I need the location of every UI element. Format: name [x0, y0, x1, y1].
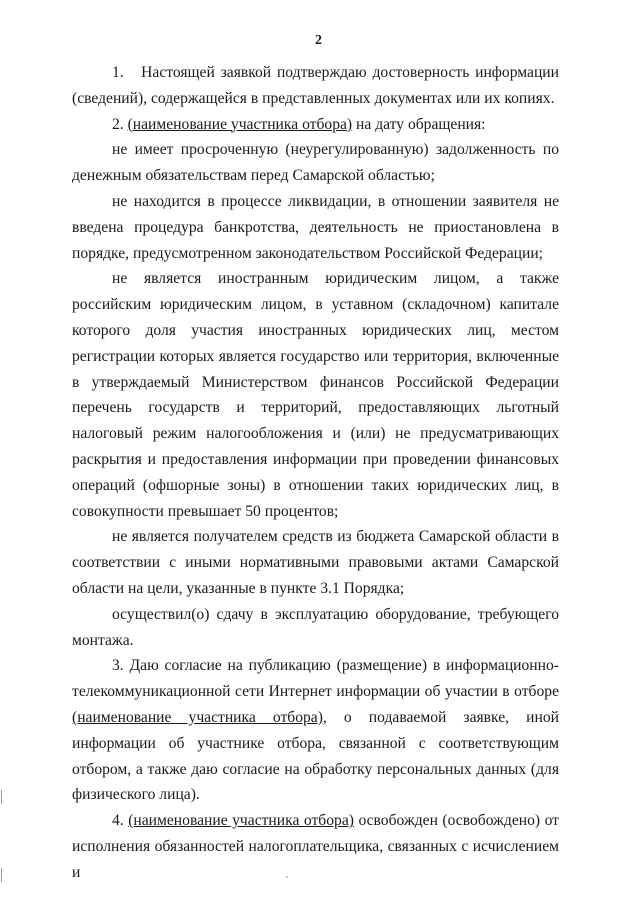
paragraph-debt: не имеет просроченную (неурегулированную) задолженность по денежным обязательствам перед Самарской областью;	[72, 141, 559, 185]
paragraph-2	[72, 112, 559, 138]
paragraph-budget: не является получателем средств из бюджета Самарской области в соответствии с иными нормативными правовыми актами Самарской области на цели, указанные в пункте 3.1 Порядка;	[72, 528, 559, 597]
paragraph-4-prefix: 4.	[112, 812, 129, 830]
paragraph-3-suffix: , о подаваемой заявке, иной информации об участнике отбора, связанной с соответствующим отбором, а также даю согласие на обработку персональных данных (для физического лица).	[72, 708, 559, 804]
participant-name-placeholder: (наименование участника отбора)	[127, 115, 353, 133]
paragraph-equipment: осуществил(о) сдачу в эксплуатацию оборудование, требующего монтажа.	[72, 605, 559, 649]
paragraph-1: 1. Настоящей заявкой подтверждаю достоверность информации (сведений), содержащейся в представленных документах или их копиях.	[72, 64, 559, 107]
paragraph-2-prefix: 2.	[112, 115, 128, 133]
paragraph-4-suffix: освобожден (освобождено) от исполнения обязанностей налогоплательщика, связанных с исчислением и	[72, 812, 559, 881]
scan-margin-mark	[1, 868, 5, 882]
page-number: 2	[315, 33, 322, 48]
scan-speck	[286, 876, 288, 878]
paragraph-foreign-entity: не является иностранным юридическим лицом, а также российским юридическим лицом, в уставном (складочном) капитале которого доля участия иностранных юридических лиц, местом регистрации которых является государство или территория, включенные в утверждаемый Министерством финансов Российской Федерации перечень государств и территорий, предоставляющих льготный налоговый режим налогообложения и (или) не предусматривающих раскрытия и предоставления информации при проведении финансовых операций (офшорные зоны) в отношении таких юридических лиц, в совокупности превышает 50 процентов;	[72, 270, 559, 520]
participant-name-placeholder: (наименование участника отбора)	[128, 812, 354, 830]
paragraph-3	[72, 653, 559, 808]
paragraph-2-suffix: на дату обращения:	[352, 115, 486, 133]
scan-margin-mark	[1, 790, 5, 804]
participant-name-placeholder: (наименование участника отбора)	[72, 708, 323, 726]
paragraph-3-prefix: 3. Даю согласие на публикацию (размещение) в информационно-телекоммуникационной сети Интернет информации об участии в отборе	[72, 657, 559, 701]
paragraph-liquidation: не находится в процессе ликвидации, в отношении заявителя не введена процедура банкротства, деятельность не приостановлена в порядке, предусмотренном законодательством Российской Федерации;	[72, 192, 559, 262]
document-body	[72, 60, 559, 886]
paragraph-4	[72, 808, 559, 885]
